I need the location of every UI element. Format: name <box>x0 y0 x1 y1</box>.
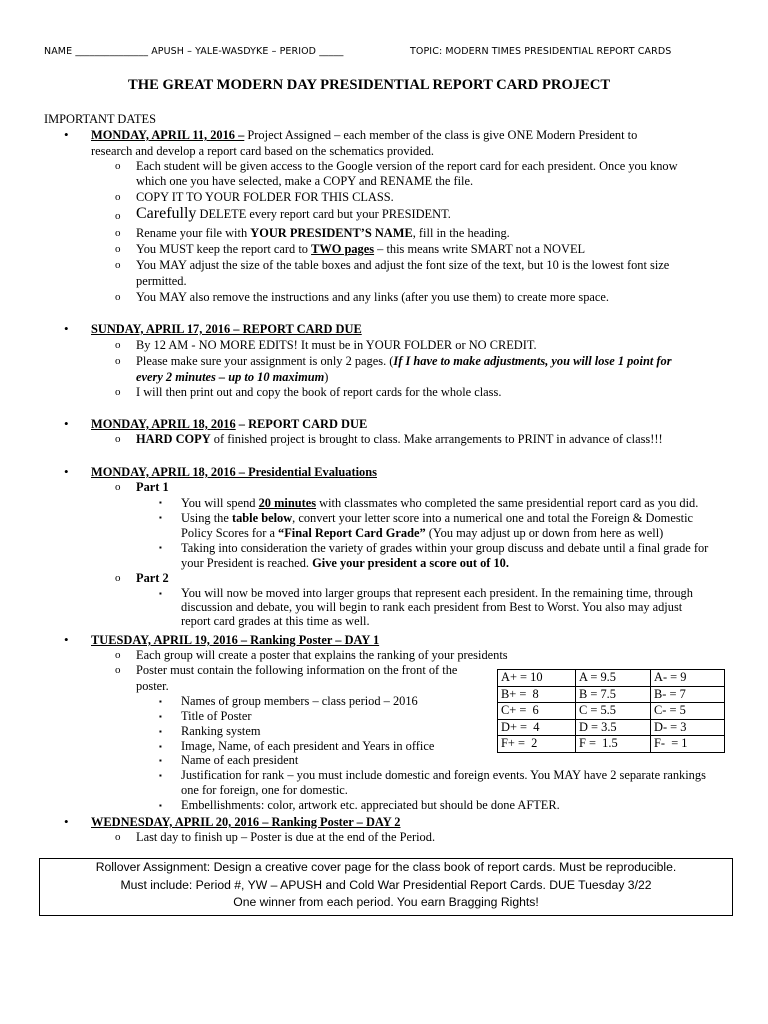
bold-text: “Final Report Card Grade” <box>278 526 426 540</box>
bullet-icon: • <box>64 632 69 647</box>
text <box>136 354 672 369</box>
table-cell: B- = 7 <box>651 686 725 703</box>
circle-bullet-icon: o <box>115 433 121 445</box>
section-line <box>91 128 637 143</box>
text: permitted. <box>136 274 187 288</box>
text: Taking into consideration the variety of grades within your group discuss and debate until a final grade for <box>181 541 709 555</box>
text: Rename your file with <box>136 226 251 240</box>
table-cell: F = 1.5 <box>576 736 651 753</box>
bold-text: TWO pages <box>311 242 375 256</box>
table-cell: D = 3.5 <box>576 719 651 736</box>
text: Policy Scores for a <box>181 526 279 540</box>
text: Names of group members – class period – 2016 <box>181 694 418 708</box>
text: COPY IT TO YOUR FOLDER FOR THIS CLASS. <box>136 190 394 204</box>
rollover-assignment-box <box>39 858 733 916</box>
topic-line: TOPIC: MODERN TIMES PRESIDENTIAL REPORT CARDS <box>410 46 672 57</box>
square-bullet-icon: ▪ <box>159 543 162 552</box>
text: which one you have selected, make a COPY and RENAME the file. <box>136 174 474 188</box>
circle-bullet-icon: o <box>115 259 121 271</box>
bullet-icon: • <box>64 464 69 479</box>
text <box>181 556 509 571</box>
circle-bullet-icon: o <box>115 649 121 661</box>
text: Justification for rank – you must include domestic and foreign events. You MAY have 2 separate rankings <box>181 768 706 782</box>
square-bullet-icon: ▪ <box>159 513 162 522</box>
text: ) <box>324 370 329 384</box>
circle-bullet-icon: o <box>115 160 121 172</box>
bullet-icon: • <box>64 416 69 431</box>
text <box>181 511 693 526</box>
table-cell: A = 9.5 <box>576 670 651 687</box>
date-heading <box>91 417 367 432</box>
table-cell: B+ = 8 <box>498 686 576 703</box>
table-cell: C+ = 6 <box>498 703 576 720</box>
text: Title of Poster <box>181 709 252 723</box>
circle-bullet-icon: o <box>115 339 121 351</box>
text: poster. <box>136 679 169 693</box>
date-heading: TUESDAY, APRIL 19, 2016 – Ranking Poster – DAY 1 <box>91 633 380 647</box>
text: You MAY adjust the size of the table boxes and adjust the font size of the text, but 10 is the lowest font size <box>136 258 670 272</box>
part-label: Part 2 <box>136 571 169 585</box>
circle-bullet-icon: o <box>115 227 121 239</box>
square-bullet-icon: ▪ <box>159 742 162 751</box>
text: one for foreign, one for domestic. <box>181 783 348 797</box>
text: discussion and debate, you will begin to rank each president from Best to Worst. You also may adjust <box>181 600 683 614</box>
table-cell: B = 7.5 <box>576 686 651 703</box>
table-cell: C- = 5 <box>651 703 725 720</box>
bold-text: YOUR PRESIDENT’S NAME <box>250 226 413 240</box>
square-bullet-icon: ▪ <box>159 801 162 810</box>
table-cell: F- = 1 <box>651 736 725 753</box>
bullet-icon: • <box>64 814 69 829</box>
text: your President is reached. <box>181 556 313 570</box>
date-heading: SUNDAY, APRIL 17, 2016 – REPORT CARD DUE <box>91 322 362 336</box>
rollover-line: Rollover Assignment: Design a creative cover page for the class book of report cards. Must be reproducible. <box>95 860 677 874</box>
circle-bullet-icon: o <box>115 831 121 843</box>
square-bullet-icon: ▪ <box>159 756 162 765</box>
bullet-icon: • <box>64 321 69 336</box>
circle-bullet-icon: o <box>115 664 121 676</box>
square-bullet-icon: ▪ <box>159 712 162 721</box>
text: DELETE every report card but your PRESIDENT. <box>196 207 451 221</box>
bold-text: 20 minutes <box>258 496 317 510</box>
text: Embellishments: color, artwork etc. appreciated but should be done AFTER. <box>181 798 560 812</box>
circle-bullet-icon: o <box>115 355 121 367</box>
text: research and develop a report card based on the schematics provided. <box>91 144 435 158</box>
table-row <box>498 670 725 687</box>
text: Using the <box>181 511 232 525</box>
text <box>181 526 663 541</box>
table-row <box>498 686 725 703</box>
text: Project Assigned – each member of the class is give ONE Modern President to <box>244 128 638 142</box>
square-bullet-icon: ▪ <box>159 727 162 736</box>
circle-bullet-icon: o <box>115 243 121 255</box>
text: – this means write SMART not a NOVEL <box>374 242 586 256</box>
text: Each group will create a poster that explains the ranking of your presidents <box>136 648 508 662</box>
text: report card grades at this time as well. <box>181 614 370 628</box>
bullet-icon: • <box>64 127 69 142</box>
bold-text: HARD COPY <box>136 432 211 446</box>
table-row <box>498 719 725 736</box>
square-bullet-icon: ▪ <box>159 589 162 598</box>
text: Last day to finish up – Poster is due at the end of the Period. <box>136 830 436 844</box>
text: You MUST keep the report card to <box>136 242 312 256</box>
name-period-line: NAME _______________ APUSH – YALE-WASDYKE – PERIOD _____ <box>44 46 344 57</box>
bold-text: table below <box>231 511 293 525</box>
table-cell: D- = 3 <box>651 719 725 736</box>
text: Please make sure your assignment is only 2 pages. ( <box>136 354 394 368</box>
circle-bullet-icon: o <box>115 291 121 303</box>
text: Ranking system <box>181 724 261 738</box>
date-heading: WEDNESDAY, APRIL 20, 2016 – Ranking Poster – DAY 2 <box>91 815 401 829</box>
text: of finished project is brought to class. Make arrangements to PRINT in advance of class!!! <box>210 432 663 446</box>
table-row <box>498 736 725 753</box>
bold-italic-text: If I have to make adjustments, you will lose 1 point for <box>393 354 672 368</box>
square-bullet-icon: ▪ <box>159 771 162 780</box>
page-title: THE GREAT MODERN DAY PRESIDENTIAL REPORT CARD PROJECT <box>128 77 611 93</box>
text <box>181 496 698 511</box>
square-bullet-icon: ▪ <box>159 498 162 507</box>
table-row <box>498 703 725 720</box>
date-heading: MONDAY, APRIL 11, 2016 – <box>91 128 245 142</box>
circle-bullet-icon: o <box>115 210 121 222</box>
table-cell: F+ = 2 <box>498 736 576 753</box>
text <box>136 206 451 222</box>
heading-text: – REPORT CARD DUE <box>235 417 368 431</box>
text: You will spend <box>181 496 259 510</box>
bold-italic-text: every 2 minutes – up to 10 maximum <box>136 370 325 384</box>
table-cell: D+ = 4 <box>498 719 576 736</box>
circle-bullet-icon: o <box>115 191 121 203</box>
square-bullet-icon: ▪ <box>159 697 162 706</box>
text <box>136 226 510 241</box>
text: , convert your letter score into a numerical one and total the Foreign & Domestic <box>292 511 694 525</box>
text: with classmates who completed the same presidential report card as you did. <box>316 496 699 510</box>
text: You MAY also remove the instructions and any links (after you use them) to create more space. <box>136 290 610 304</box>
text: By 12 AM - NO MORE EDITS! It must be in YOUR FOLDER or NO CREDIT. <box>136 338 537 352</box>
text <box>136 242 585 257</box>
date-heading: MONDAY, APRIL 18, 2016 – Presidential Evaluations <box>91 465 377 479</box>
text: Each student will be given access to the Google version of the report card for each president. Once you know <box>136 159 678 173</box>
circle-bullet-icon: o <box>115 481 121 493</box>
text <box>136 432 663 447</box>
text: Name of each president <box>181 753 299 767</box>
text <box>136 370 328 385</box>
text: (You may adjust up or down from here as well) <box>425 526 664 540</box>
table-cell: C = 5.5 <box>576 703 651 720</box>
emphasis-text: Carefully <box>136 205 197 222</box>
table-cell: A- = 9 <box>651 670 725 687</box>
part-label: Part 1 <box>136 480 169 494</box>
text: Image, Name, of each president and Years in office <box>181 739 435 753</box>
bold-text: Give your president a score out of 10. <box>312 556 509 570</box>
important-dates-label: IMPORTANT DATES <box>44 112 156 126</box>
text: I will then print out and copy the book of report cards for the whole class. <box>136 385 502 399</box>
text: Poster must contain the following information on the front of the <box>136 663 458 677</box>
circle-bullet-icon: o <box>115 572 121 584</box>
rollover-line: Must include: Period #, YW – APUSH and Cold War Presidential Report Cards. DUE Tuesday 3/22 <box>120 877 652 892</box>
circle-bullet-icon: o <box>115 386 121 398</box>
table-cell: A+ = 10 <box>498 670 576 687</box>
text: , fill in the heading. <box>412 226 510 240</box>
date-text: MONDAY, APRIL 18, 2016 <box>91 417 236 431</box>
rollover-line: One winner from each period. You earn Bragging Rights! <box>233 895 539 909</box>
grade-conversion-table <box>497 669 725 753</box>
text: You will now be moved into larger groups that represent each president. In the remaining time, through <box>181 586 693 600</box>
